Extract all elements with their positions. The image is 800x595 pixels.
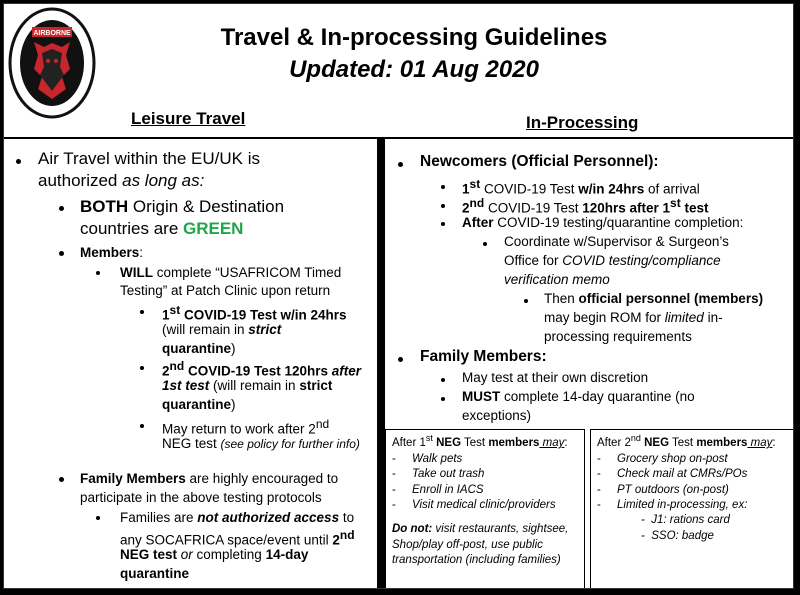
- in-processing-heading: In-Processing: [526, 113, 639, 132]
- newcomers-heading: Newcomers (Official Personnel):: [420, 153, 659, 170]
- bullet-icon: [140, 424, 144, 428]
- bullet-icon: [96, 516, 100, 520]
- green-label: GREEN: [183, 219, 244, 238]
- will-complete-line1: WILL complete “USAFRICOM Timed: [120, 265, 342, 280]
- air-travel-line1: Air Travel within the EU/UK is: [38, 149, 261, 168]
- bullet-icon: [59, 477, 64, 482]
- list-item: - Limited in-processing, ex:: [597, 498, 748, 511]
- coordinate-line1: Coordinate w/Supervisor & Surgeon’s: [504, 234, 729, 249]
- bullet-icon: [96, 271, 100, 275]
- family-quarantine-line2: exceptions): [462, 408, 532, 423]
- family-line1: Family Members are highly encouraged to: [80, 471, 339, 486]
- families-line1: Families are not authorized access to: [120, 510, 355, 525]
- bullet-icon: [524, 299, 528, 303]
- families-line2: any SOCAFRICA space/event until 2nd: [120, 528, 355, 548]
- box2-heading: After 2nd NEG Test members may:: [597, 433, 776, 449]
- families-line4: quarantine: [120, 566, 190, 581]
- logo-banner: AIRBORNE: [33, 30, 71, 37]
- then-line2: may begin ROM for limited in-: [544, 310, 723, 325]
- families-line3: NEG test or completing 14-day: [120, 547, 309, 562]
- bullet-icon: [441, 378, 445, 382]
- horizontal-divider: [4, 137, 794, 139]
- family-members-heading: Family Members:: [420, 348, 547, 365]
- list-item: - Walk pets: [392, 453, 463, 466]
- coordinate-line3: verification memo: [504, 272, 610, 287]
- bullet-icon: [441, 185, 445, 189]
- sub-item: - SSO: badge: [641, 529, 714, 542]
- family-quarantine-line1: MUST complete 14-day quarantine (no: [462, 389, 695, 404]
- members-label: Members:: [80, 245, 144, 260]
- bullet-icon: [398, 162, 403, 167]
- bullet-icon: [441, 222, 445, 226]
- bullet-icon: [441, 204, 445, 208]
- list-item: - PT outdoors (on-post): [597, 483, 729, 496]
- socafrica-logo: [8, 7, 96, 119]
- bullet-icon: [441, 397, 445, 401]
- test2-line1: 2nd COVID-19 Test 120hrs after: [162, 359, 362, 379]
- do-not-line2: Shop/play off-post, use public: [392, 538, 543, 551]
- sub-item: - J1: rations card: [641, 514, 730, 527]
- page-title: Travel & In-processing Guidelines: [220, 24, 608, 51]
- bullet-icon: [483, 242, 487, 246]
- test2-line3: quarantine): [162, 397, 236, 412]
- bullet-icon: [140, 310, 144, 314]
- after-second-test-box: [590, 429, 794, 589]
- newcomer-test2: 2nd COVID-19 Test 120hrs after 1st test: [462, 196, 709, 216]
- do-not-line3: transportation (including families): [392, 553, 561, 566]
- test1-line1: 1st COVID-19 Test w/in 24hrs: [162, 303, 347, 323]
- will-complete-line2: Testing” at Patch Clinic upon return: [120, 283, 331, 298]
- list-item: - Take out trash: [392, 468, 485, 481]
- air-travel-line2: authorized as long as:: [38, 171, 205, 190]
- vertical-divider: [377, 139, 385, 589]
- test1-line3: quarantine): [162, 341, 236, 356]
- bullet-icon: [59, 251, 64, 256]
- family-line2: participate in the above testing protocols: [80, 490, 322, 505]
- after-first-test-box: [385, 429, 585, 589]
- coordinate-line2: Office for COVID testing/compliance: [504, 253, 721, 268]
- newcomer-after: After COVID-19 testing/quarantine completion:: [462, 215, 744, 230]
- slide: [3, 3, 794, 589]
- both-line: BOTH Origin & Destination: [80, 197, 285, 216]
- then-line3: processing requirements: [544, 329, 692, 344]
- list-item: - Enroll in IACS: [392, 483, 484, 496]
- list-item: - Visit medical clinic/providers: [392, 498, 556, 511]
- test2-line2: 1st test (will remain in strict: [162, 378, 333, 393]
- return-line2: NEG test (see policy for further info): [162, 436, 360, 451]
- list-item: - Grocery shop on-post: [597, 453, 728, 466]
- bullet-icon: [398, 357, 403, 362]
- list-item: - Check mail at CMRs/POs: [597, 468, 748, 481]
- leisure-travel-heading: Leisure Travel: [131, 109, 246, 128]
- family-test-line: May test at their own discretion: [462, 370, 649, 385]
- then-line1: Then official personnel (members): [544, 291, 764, 306]
- bullet-icon: [16, 159, 21, 164]
- newcomer-test1: 1st COVID-19 Test w/in 24hrs of arrival: [462, 177, 700, 197]
- box1-heading: After 1st NEG Test members may:: [392, 433, 568, 449]
- page-subtitle-date: Updated: 01 Aug 2020: [289, 56, 539, 83]
- bullet-icon: [140, 366, 144, 370]
- bullet-icon: [59, 206, 64, 211]
- return-line1: May return to work after 2nd: [162, 417, 330, 437]
- test1-line2: (will remain in strict: [162, 322, 282, 337]
- do-not-line1: Do not: visit restaurants, sightsee,: [392, 523, 569, 536]
- countries-line: countries are GREEN: [80, 219, 244, 238]
